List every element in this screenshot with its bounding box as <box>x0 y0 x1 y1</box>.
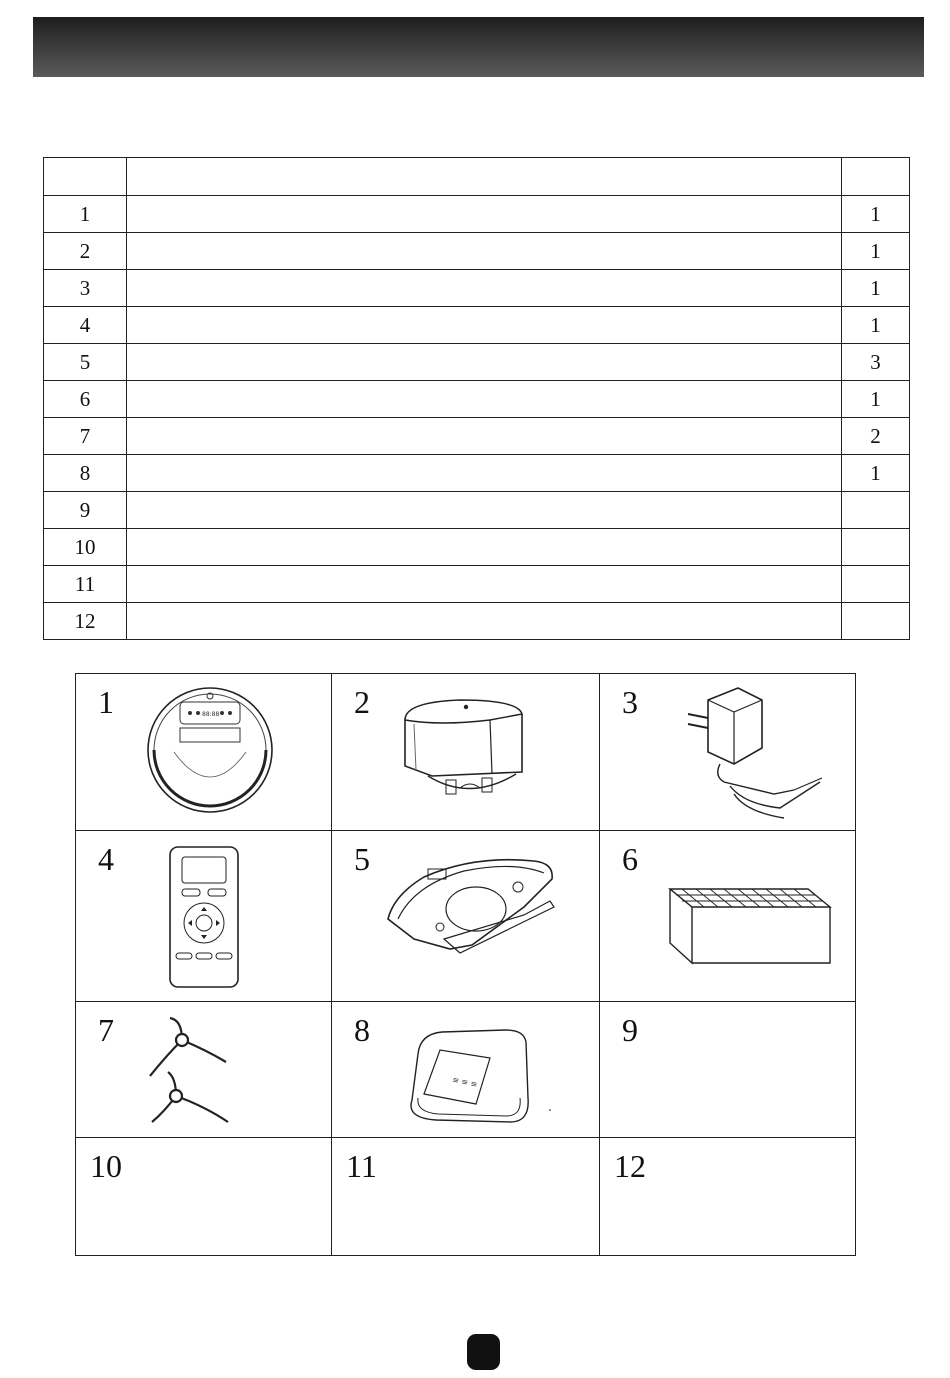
header-name <box>127 158 842 196</box>
parts-illustration-grid <box>75 673 856 1256</box>
illustration-cell <box>76 1138 332 1256</box>
illustration-cell <box>600 831 856 1002</box>
row-name <box>127 455 842 492</box>
row-number: 6 <box>44 381 127 418</box>
table-row <box>44 233 910 270</box>
svg-text:88:88: 88:88 <box>202 711 220 718</box>
row-qty: 1 <box>842 233 910 270</box>
row-name <box>127 307 842 344</box>
table-header-row <box>44 158 910 196</box>
header-bar <box>33 17 924 77</box>
illustration-cell <box>332 1138 600 1256</box>
table-row <box>44 344 910 381</box>
table-row <box>44 529 910 566</box>
filter-icon <box>668 887 832 967</box>
table-row <box>44 603 910 640</box>
illustration-cell <box>332 674 600 831</box>
table-row <box>44 455 910 492</box>
row-qty <box>842 603 910 640</box>
svg-text:≡ ≡ ≡: ≡ ≡ ≡ <box>451 1075 479 1090</box>
row-qty: 2 <box>842 418 910 455</box>
illustration-number: 2 <box>354 684 370 720</box>
illustration-number: 12 <box>614 1148 646 1184</box>
header-number <box>44 158 127 196</box>
illustration-cell <box>600 674 856 831</box>
table-row <box>44 196 910 233</box>
illustration-cell <box>76 674 332 831</box>
charging-dock-icon <box>400 690 530 808</box>
row-qty: 1 <box>842 455 910 492</box>
row-name <box>127 492 842 529</box>
illustration-cell <box>332 831 600 1002</box>
parts-list-table <box>43 157 910 640</box>
row-name <box>127 196 842 233</box>
illustration-cell <box>332 1002 600 1138</box>
illustration-number: 9 <box>622 1012 638 1048</box>
header-qty <box>842 158 910 196</box>
illustration-number: 5 <box>354 841 370 877</box>
illustration-number: 4 <box>98 841 114 877</box>
row-number: 4 <box>44 307 127 344</box>
illustration-number: 10 <box>90 1148 122 1184</box>
mop-bracket-icon <box>384 855 564 967</box>
row-number: 1 <box>44 196 127 233</box>
row-number: 11 <box>44 566 127 603</box>
row-number: 12 <box>44 603 127 640</box>
row-qty <box>842 492 910 529</box>
illustration-number: 6 <box>622 841 638 877</box>
row-name <box>127 603 842 640</box>
row-number: 5 <box>44 344 127 381</box>
row-number: 7 <box>44 418 127 455</box>
table-row <box>44 307 910 344</box>
table-row <box>44 418 910 455</box>
table-row <box>44 492 910 529</box>
row-number: 10 <box>44 529 127 566</box>
illustration-cell <box>76 1002 332 1138</box>
row-name <box>127 529 842 566</box>
row-name <box>127 418 842 455</box>
illustration-cell <box>600 1002 856 1138</box>
illustration-cell <box>600 1138 856 1256</box>
row-qty: 3 <box>842 344 910 381</box>
robot-vacuum-icon <box>144 682 276 824</box>
row-name <box>127 381 842 418</box>
row-name <box>127 270 842 307</box>
side-brush-icon <box>146 1016 236 1126</box>
illustration-number: 8 <box>354 1012 370 1048</box>
row-qty: 1 <box>842 196 910 233</box>
row-name <box>127 566 842 603</box>
page-number-badge <box>467 1334 500 1370</box>
row-name <box>127 233 842 270</box>
row-number: 9 <box>44 492 127 529</box>
remote-control-icon <box>168 845 242 991</box>
table-row <box>44 270 910 307</box>
illustration-cell <box>76 831 332 1002</box>
illustration-number: 7 <box>98 1012 114 1048</box>
row-number: 8 <box>44 455 127 492</box>
row-qty <box>842 566 910 603</box>
illustration-number: 1 <box>98 684 114 720</box>
row-number: 3 <box>44 270 127 307</box>
row-qty: 1 <box>842 270 910 307</box>
table-row <box>44 381 910 418</box>
illustration-number: 3 <box>622 684 638 720</box>
row-name <box>127 344 842 381</box>
row-qty: 1 <box>842 381 910 418</box>
table-row <box>44 566 910 603</box>
row-qty: 1 <box>842 307 910 344</box>
manual-icon <box>406 1028 556 1124</box>
row-qty <box>842 529 910 566</box>
row-number: 2 <box>44 233 127 270</box>
illustration-number: 11 <box>346 1148 377 1184</box>
power-adapter-icon <box>684 686 834 826</box>
